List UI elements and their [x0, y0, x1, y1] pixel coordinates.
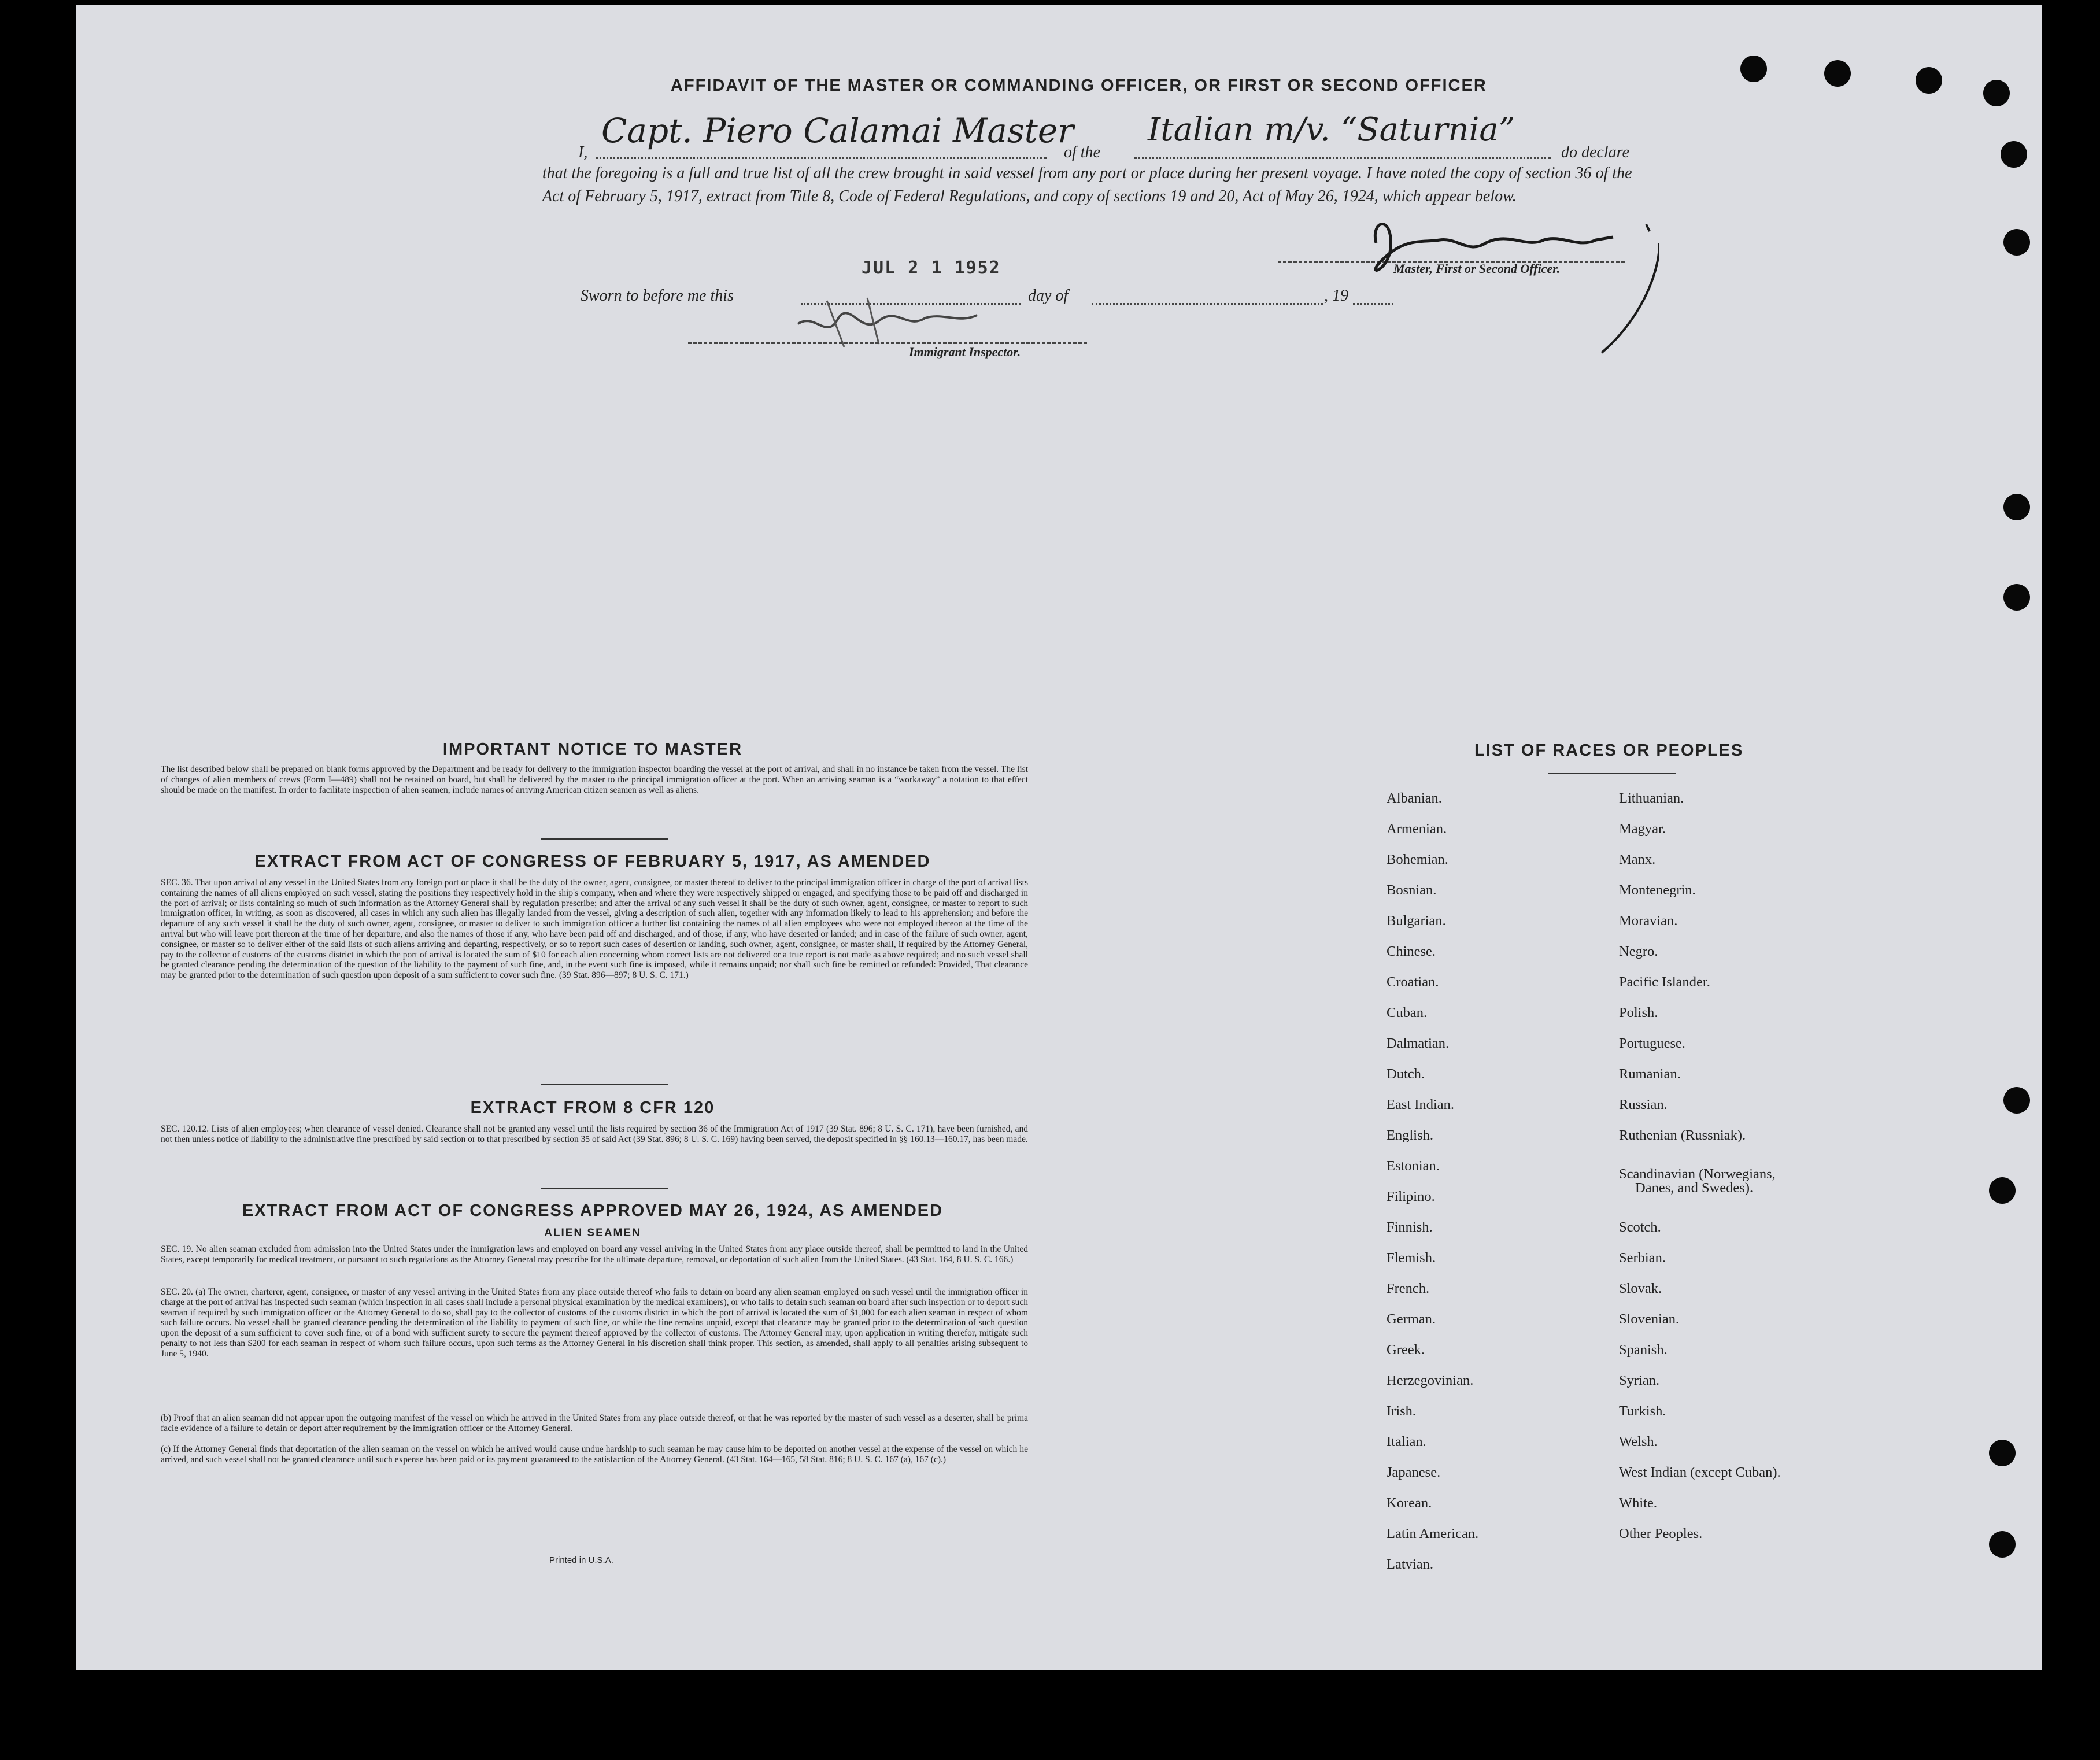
race-item: Ruthenian (Russniak). [1619, 1127, 1746, 1143]
race-item: English. [1387, 1127, 1433, 1143]
punch-hole [1989, 1531, 2016, 1558]
of-the-label: of the [1064, 143, 1100, 161]
race-item: Serbian. [1619, 1250, 1666, 1266]
race-item: Chinese. [1387, 944, 1436, 959]
race-item: Japanese. [1387, 1465, 1441, 1480]
extract-1924-subtitle: ALIEN SEAMEN [544, 1227, 641, 1239]
races-title: LIST OF RACES OR PEOPLES [1474, 741, 1744, 760]
race-item: Flemish. [1387, 1250, 1436, 1266]
race-item: Cuban. [1387, 1005, 1428, 1020]
race-item: Magyar. [1619, 821, 1666, 837]
year-line [1353, 302, 1393, 305]
divider [1548, 773, 1676, 774]
race-item: Scotch. [1619, 1219, 1661, 1235]
punch-hole [2001, 141, 2027, 168]
affidavit-title: AFFIDAVIT OF THE MASTER OR COMMANDING OFFICER, OR FIRST OR SECOND OFFICER [671, 76, 1487, 95]
sec-20a-text: SEC. 20. (a) The owner, charterer, agent, consignee, or master of any vessel arriving in the United States from any place outside thereof who fails to detain on board any alien seaman employed on such vessel until the immigration officer in charge at the port of arrival has inspected such seaman (which inspection in all cases shall include a personal physical examination by the medical examiners), or who fails to detain such seaman on board after such inspection or to deport such seaman if required by such immigration officer or the Attorney General to do so, shall pay to the collector of customs of the customs district in which the port of arrival is located the sum of $1,000 for each alien seaman in respect of whom such failure occurs. No vessel shall be granted clearance pending the determination of the liability to payment of such fine, or while the fine remains unpaid, except that clearance may be granted prior to the determination of such question upon the deposit of a sum sufficient to cover such fine, or of a bond with sufficient surety to secure the payment thereof approved by the collector of customs. The Attorney General may, upon application in writing therefor, mitigate such penalty to not less than $200 for each seaman in respect of whom such failure occurs, upon such terms as the Attorney General in his discretion shall think proper. This section, as amended, shall apply to all penalties arising subsequent to June 5, 1940. [161, 1287, 1028, 1359]
divider [541, 1084, 668, 1085]
race-item: Croatian. [1387, 974, 1439, 990]
punch-hole [1983, 80, 2010, 106]
race-item: Syrian. [1619, 1373, 1660, 1388]
race-item: Portuguese. [1619, 1036, 1685, 1051]
race-item: Finnish. [1387, 1219, 1433, 1235]
punch-hole [2003, 1087, 2030, 1114]
punch-hole [1740, 56, 1767, 82]
divider [541, 1188, 668, 1189]
extract-1917-title: EXTRACT FROM ACT OF CONGRESS OF FEBRUARY 5, 1917, AS AMENDED [254, 852, 931, 871]
race-item: Pacific Islander. [1619, 974, 1710, 990]
race-item: Irish. [1387, 1403, 1417, 1419]
race-item: Bulgarian. [1387, 913, 1446, 929]
notice-text: The list described below shall be prepared on blank forms approved by the Department and be ready for delivery to the immigration inspector boarding the vessel at the port of arrival, and shall in no instance be taken from the vessel. The list of changes of alien members of crews (Form I—489) shall not be retained on board, but shall be delivered by the master to the principal immigration officer at the port. When an arriving seaman is a “workaway” a notation to that effect should be made on the manifest. In order to facilitate inspection of alien seamen, include names of arriving American citizen seamen as well as aliens. [161, 764, 1028, 795]
extract-1924-title: EXTRACT FROM ACT OF CONGRESS APPROVED MAY 26, 1924, AS AMENDED [242, 1201, 944, 1220]
race-item: Slovenian. [1619, 1311, 1680, 1327]
race-item: French. [1387, 1281, 1430, 1296]
race-item: Manx. [1619, 852, 1656, 867]
sec-19-text: SEC. 19. No alien seaman excluded from admission into the United States under the immigration laws and employed on board any vessel arriving in the United States from any place outside thereof, shall be permitted to land in the United States, except temporarily for medical treatment, or pursuant to such regulations as the Attorney General may prescribe for the ultimate departure, removal, or deportation of such alien from the United States. (43 Stat. 164, 8 U. S. C. 166.) [161, 1244, 1028, 1264]
race-item: West Indian (except Cuban). [1619, 1465, 1781, 1480]
race-item: Italian. [1387, 1434, 1426, 1450]
race-item: Negro. [1619, 944, 1658, 959]
race-item: Scandinavian (Norwegians, [1619, 1166, 1776, 1182]
race-item: Dalmatian. [1387, 1036, 1450, 1051]
race-item: Danes, and Swedes). [1635, 1180, 1754, 1196]
race-item: East Indian. [1387, 1097, 1455, 1112]
name-line [596, 156, 1047, 159]
punch-hole [2003, 584, 2030, 611]
master-signature-label: Master, First or Second Officer. [1393, 261, 1561, 276]
race-item: Armenian. [1387, 821, 1447, 837]
day-of-label: day of [1028, 287, 1069, 305]
declare-label: do declare [1561, 143, 1629, 161]
race-item: Polish. [1619, 1005, 1658, 1020]
race-item: Lithuanian. [1619, 790, 1684, 806]
race-item: Albanian. [1387, 790, 1442, 806]
punch-hole [1989, 1177, 2016, 1204]
race-item: Montenegrin. [1619, 882, 1696, 898]
vessel-line [1134, 156, 1551, 159]
handwritten-vessel-name: Italian m/v. “Saturnia” [1148, 111, 1515, 149]
extract-cfr-text: SEC. 120.12. Lists of alien employees; when clearance of vessel denied. Clearance shall not be granted any vessel until the lists required by section 36 of the Immigration Act of 1917 (39 Stat. 896; 8 U. S. C. 171), have been furnished, and not then unless notice of liability to the administrative fine prescribed by said section or to that prescribed by section 35 of said Act (39 Stat. 896; 8 U. S. C. 169) having been served, the deposit specified in §§ 160.13—160.17, has been made. [161, 1124, 1028, 1144]
race-item: Turkish. [1619, 1403, 1666, 1419]
race-item: Other Peoples. [1619, 1526, 1703, 1541]
inspector-label: Immigrant Inspector. [909, 345, 1021, 359]
extract-1917-text: SEC. 36. That upon arrival of any vessel in the United States from any foreign port or place it shall be the duty of the owner, agent, consignee, or master thereof to deliver to the principal immigration officer in charge of the port of arrival lists containing the names of all aliens employed on such vessel, stating the positions they respectively hold in the ship's company, when and where they were respectively shipped or engaged, and specifying those to be paid off and discharged in the port of arrival; or lists containing so much of such information as the Attorney General shall by regulation prescribe; and after the arrival of any such vessel it shall be the duty of such owner, agent, consignee, or master to report to such immigration officer, in writing, as soon as discovered, all cases in which any such alien has illegally landed from the vessel, giving a description of such alien, together with any information likely to lead to his apprehension; and before the departure of any such vessel it shall be the duty of such owner, agent, consignee, or master to deliver to such immigration officer a further list containing the names of all alien employees who were not employed thereon at the time of the arrival but who will leave port thereon at the time of her departure, and also the names of those if any, who have been paid off and discharged, and of those, if any, who have deserted or landed; and in case of the failure of such owner, agent, consignee, or master so to deliver either of the said lists of such aliens arriving and departing, respectively, or so to report such cases of desertion or landing, such owner, agent, consignee, or master shall, if required by the Attorney General, pay to the collector of customs of the customs district in which the port of arrival is located the sum of $10 for each alien concerning whom correct lists are not delivered or a true report is not made as above required; and no such vessel shall be granted clearance pending the determination of the question of the liability to the payment of such fine, and, in the event such fine is imposed, while it remains unpaid; nor shall such fine be remitted or refunded: Provided, That clearance may be granted prior to the determination of such question upon deposit of a sum sufficient to cover such fine. (39 Stat. 896—897; 8 U. S. C. 171.) [161, 878, 1028, 981]
race-item: Moravian. [1619, 913, 1678, 929]
punch-hole [1989, 1440, 2016, 1466]
race-item: Slovak. [1619, 1281, 1662, 1296]
punch-hole [2003, 494, 2030, 520]
notice-title: IMPORTANT NOTICE TO MASTER [442, 740, 743, 759]
master-signature-icon [1359, 208, 1659, 358]
declarant-prefix: I, [578, 143, 588, 161]
race-item: Spanish. [1619, 1342, 1668, 1358]
race-item: Russian. [1619, 1097, 1668, 1112]
sec-20b-text: (b) Proof that an alien seaman did not appear upon the outgoing manifest of the vessel on which he arrived in the United States from any place outside thereof, or that he was reported by the master of such vessel as a deserter, shall be prima facie evidence of a failure to detain or deport after requirement by the immigration officer or the Attorney General. [161, 1413, 1028, 1433]
sec-20c-text: (c) If the Attorney General finds that deportation of the alien seaman on the vessel on which he arrived would cause undue hardship to such seaman he may cause him to be deported on another vessel at the expense of the vessel on which he arrived, and such vessel shall not be granted clearance until such expense has been paid or its payment guaranteed to the satisfaction of the Attorney General. (43 Stat. 164—165, 58 Stat. 816; 8 U. S. C. 167 (a), 167 (c).) [161, 1444, 1028, 1465]
sworn-label: Sworn to before me this [581, 287, 734, 305]
extract-cfr-title: EXTRACT FROM 8 CFR 120 [470, 1099, 715, 1117]
race-item: Dutch. [1387, 1066, 1425, 1082]
punch-hole [2003, 229, 2030, 256]
race-item: Latin American. [1387, 1526, 1479, 1541]
printed-label: Printed in U.S.A. [549, 1555, 613, 1565]
race-item: Filipino. [1387, 1189, 1435, 1204]
race-item: White. [1619, 1495, 1657, 1511]
divider [541, 838, 668, 840]
race-item: Bosnian. [1387, 882, 1437, 898]
race-item: Bohemian. [1387, 852, 1448, 867]
handwritten-master-name: Capt. Piero Calamai Master [601, 111, 1074, 150]
race-item: Latvian. [1387, 1556, 1433, 1572]
race-item: Korean. [1387, 1495, 1432, 1511]
year-prefix: , 19 [1324, 287, 1348, 305]
race-item: Estonian. [1387, 1158, 1440, 1174]
date-stamp: JUL 2 1 1952 [862, 258, 1001, 278]
race-item: Welsh. [1619, 1434, 1658, 1450]
race-item: German. [1387, 1311, 1436, 1327]
inspector-signature-line [688, 342, 1087, 344]
race-item: Rumanian. [1619, 1066, 1681, 1082]
punch-hole [1916, 67, 1942, 94]
race-item: Herzegovinian. [1387, 1373, 1474, 1388]
affidavit-text: that the foregoing is a full and true list of all the crew brought in said vessel from any port or place during her present voyage. I have noted the copy of section 36 of the Act of February 5, 1917, extract from Title 8, Code of Federal Regulations, and copy of sections 19 and 20, Act of May 26, 1924, which appear below. [542, 164, 1632, 205]
punch-hole [1824, 60, 1851, 87]
race-item: Greek. [1387, 1342, 1425, 1358]
month-line [1092, 302, 1323, 305]
